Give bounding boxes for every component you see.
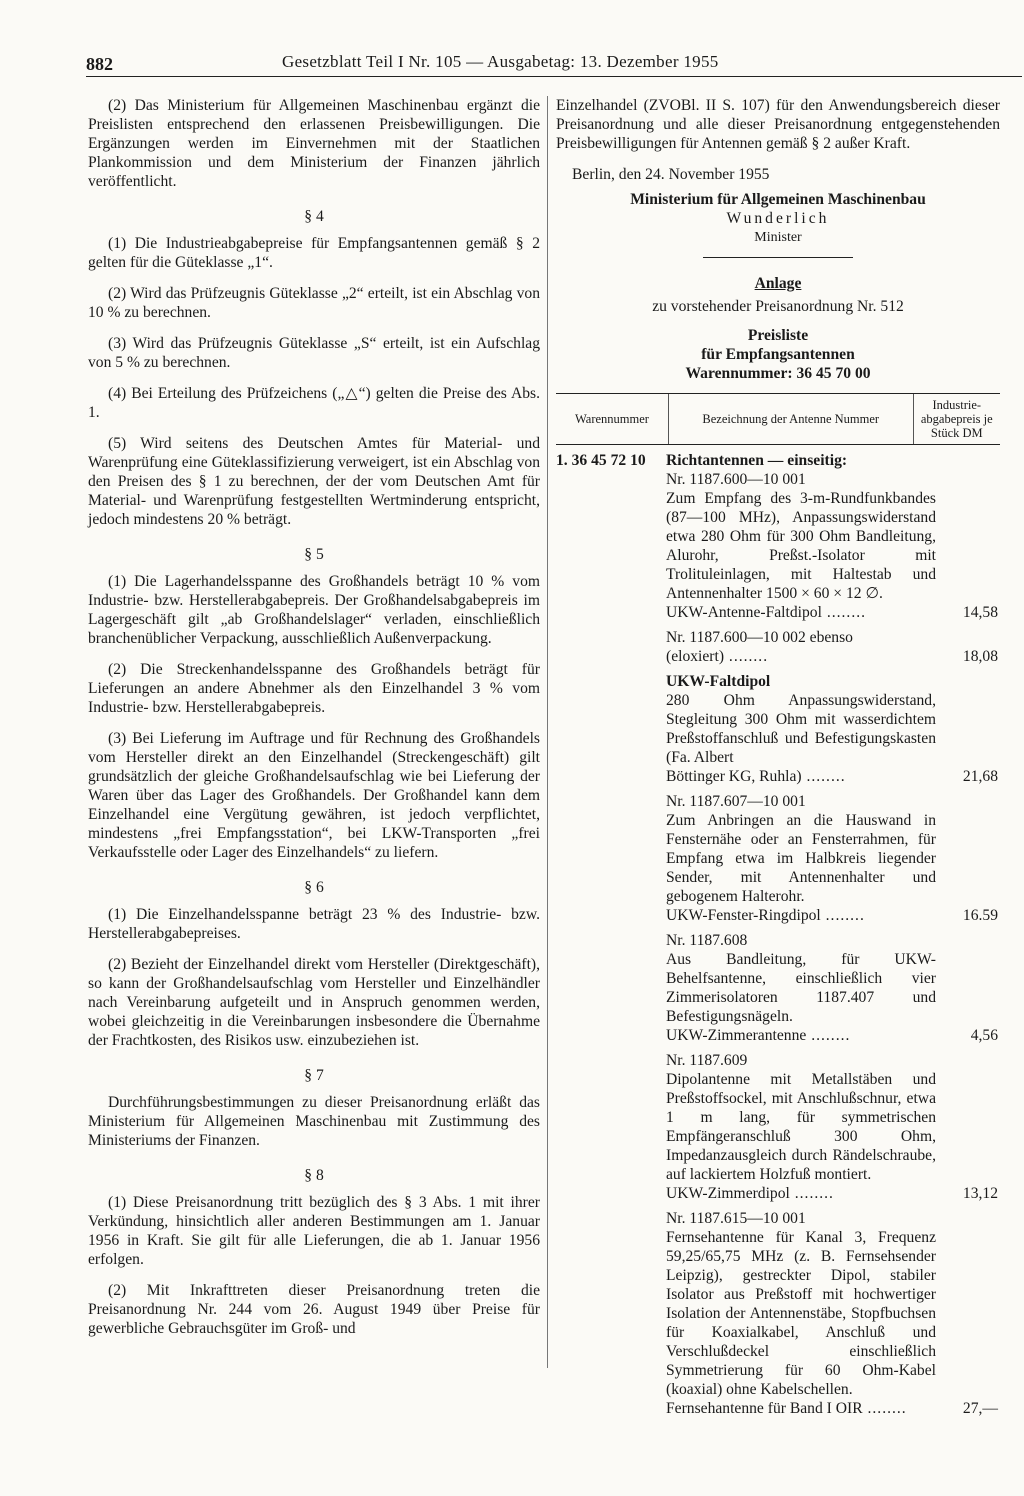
price-list-subtitle: für Empfangsantennen: [701, 346, 855, 363]
item-description: 280 Ohm Anpassungswiderstand, Stegleitung 300 Ohm mit wasserdichtem Preßstoffanschluß und Befestigungskasten (Fa. Albert: [666, 692, 936, 766]
list-item: [556, 1051, 1000, 1203]
paragraph: Einzelhandel (ZVOBl. II S. 107) für den Anwendungsbereich dieser Preisanordnung und alle dieser Preisanordnung entgegenstehenden Preisbewilligungen für Antennen gemäß § 2 außer Kraft.: [556, 97, 1000, 152]
product-name: UKW-Fenster-Ringdipol: [666, 907, 821, 924]
item-number: 1. 36 45 72 10: [556, 452, 646, 469]
paragraph: (4) Bei Erteilung des Prüfzeichens („△“) gelten die Preise des Abs. 1.: [88, 385, 540, 421]
paragraph: (1) Die Lagerhandelsspanne des Großhandels beträgt 10 % vom Industrie- bzw. Herstellerabgabepreis. Der Großhandelsabgabepreis im Lagergeschäft gilt „ab Großhandelslager“ verladen, einschließlich branchenüblicher Verpackung, ausschließlich Außenverpackung.: [88, 573, 540, 647]
column-header: Bezeichnung der Antenne Nummer: [669, 394, 914, 444]
product-name: Böttinger KG, Ruhla): [666, 768, 802, 785]
list-item: [556, 1209, 1000, 1418]
list-item: [556, 628, 1000, 666]
item-body: [666, 1209, 998, 1418]
unit-price: 4,56: [970, 1027, 998, 1044]
column-header: Industrie-abgabepreis je Stück DM: [920, 398, 993, 440]
annex-subtitle: zu vorstehender Preisanordnung Nr. 512: [652, 298, 904, 315]
price-list-code: Warennummer: 36 45 70 00: [685, 365, 871, 382]
page-header: [86, 52, 1022, 78]
signature-rule: [703, 257, 853, 258]
section-heading: § 4: [304, 208, 324, 225]
item-description: Dipolantenne mit Metallstäben und Preßstoffsockel, mit Anschlußschnur, etwa 1 m lang, für symmetrischen Empfängeranschluß 300 Ohm, Impedanzausgleich durch Rändelschraube, auf lackiertem Holzfuß montiert.: [666, 1071, 936, 1183]
price-list-items: [556, 451, 1000, 1418]
unit-price: 14,58: [962, 604, 998, 621]
item-description: Nr. 1187.607—10 001: [666, 793, 806, 810]
unit-price: 13,12: [962, 1185, 998, 1202]
paragraph: (3) Bei Lieferung im Auftrage und für Rechnung des Großhandels vom Hersteller direkt an den Einzelhandel (Streckengeschäft) gilt grundsätzlich der gleiche Großhandelsaufschlag wie bei Lieferung der Waren über das Lager des Großhandels. Der Großhandel kann dem Einzelhandel eine Vergütung gewähren, ist jedoch verpflichtet, mindestens „frei Empfangsstation“, bei LKW-Transporten „frei Verkaufsstelle oder Lager des Einzelhandels“ zu liefern.: [88, 730, 540, 861]
unit-price: 16.59: [962, 907, 998, 924]
list-item: [556, 451, 1000, 622]
paragraph: (1) Diese Preisanordnung tritt bezüglich des § 3 Abs. 1 mit ihrer Verkündung, hinsichtlich aller anderen Bestimmungen am 1. Januar 1956 in Kraft. Sie gilt für alle Lieferungen, die ab 1. Januar 1956 erfolgen.: [88, 1194, 540, 1268]
priced-line: [666, 647, 998, 666]
item-body: [666, 931, 998, 1045]
item-heading: UKW-Faltdipol: [666, 673, 771, 690]
leader-dots: ........: [821, 604, 867, 621]
left-column: [88, 96, 540, 1350]
product-name: Fernsehantenne für Band I OIR: [666, 1400, 863, 1417]
item-body: [666, 792, 998, 925]
table-header: [556, 393, 1000, 445]
leader-dots: ........: [820, 907, 865, 924]
product-name: (eloxiert): [666, 648, 725, 665]
section-heading: § 5: [304, 546, 324, 563]
price-list-title: Preisliste: [747, 327, 809, 344]
unit-price: 27,—: [962, 1400, 998, 1417]
column-header: Warennummer: [556, 394, 669, 444]
leader-dots: ........: [862, 1400, 907, 1417]
priced-line: [666, 1184, 998, 1203]
paragraph: (2) Die Streckenhandelsspanne des Großhandels beträgt für Lieferungen an andere Abnehmer als den Einzelhandel 3 % vom Industrie- bzw. Herstellerabgabepreis.: [88, 661, 540, 716]
product-name: UKW-Zimmerdipol: [666, 1185, 790, 1202]
section-heading: § 7: [304, 1067, 324, 1084]
header-title: Gesetzblatt Teil I Nr. 105 — Ausgabetag: 13. Dezember 1955: [282, 52, 719, 71]
leader-dots: ........: [789, 1185, 834, 1202]
priced-line: [666, 906, 998, 925]
column-divider: [547, 96, 548, 1368]
section-heading: § 6: [304, 879, 324, 896]
priced-line: [666, 603, 998, 622]
item-body: [666, 628, 998, 666]
list-item: [556, 931, 1000, 1045]
list-item: [556, 672, 1000, 786]
item-description: Fernsehantenne für Kanal 3, Frequenz 59,25/65,75 MHz (z. B. Fernsehsender Leipzig), gestreckter Dipol, stabiler Isolator aus Preßstoff mit hochwertiger Isolation der Antennenstäbe, Stopfbuchsen für Koaxialkabel, Anschluß und Verschlußdeckel einschließlich Symmetrierung für 60 Ohm-Kabel (koaxial) ohne Kabelschellen.: [666, 1229, 936, 1398]
place-date: Berlin, den 24. November 1955: [572, 166, 770, 183]
priced-line: [666, 767, 998, 786]
product-name: UKW-Zimmerantenne: [666, 1027, 807, 1044]
paragraph: (2) Bezieht der Einzelhandel direkt vom Hersteller (Direktgeschäft), so kann der Großhandelsaufschlag vom Hersteller und Einzelhändler nach Vereinbarung aufgeteilt und in Anspruch genommen werden, wobei gleichzeitig in die Vereinbarungen insbesondere die Übernahme der Frachtkosten, des Risikos usw. einzubeziehen ist.: [88, 956, 540, 1049]
priced-line: [666, 1026, 998, 1045]
leader-dots: ........: [806, 1027, 851, 1044]
item-description: Nr. 1187.600—10 001: [666, 471, 806, 488]
list-item: [556, 792, 1000, 925]
paragraph: (2) Wird das Prüfzeugnis Güteklasse „2“ erteilt, ist ein Abschlag von 10 % zu berechnen.: [88, 285, 540, 321]
annex-title: Anlage: [754, 275, 802, 292]
paragraph: (1) Die Einzelhandelsspanne beträgt 23 % des Industrie- bzw. Herstellerabgabepreises.: [88, 906, 540, 942]
item-body: [666, 1051, 998, 1203]
page-number: 882: [86, 54, 113, 74]
paragraph: (5) Wird seitens des Deutschen Amtes für Material- und Warenprüfung eine Güteklassifizierung verweigert, ist ein Abschlag von den Preisen des § 1 zu berechnen, der der vom Deutschen Amt für Material- und Warenprüfung festgestellten Wertminderung entspricht, jedoch mindestens 20 % beträgt.: [88, 435, 540, 528]
ministry-name: Ministerium für Allgemeinen Maschinenbau: [630, 191, 926, 208]
item-description: Nr. 1187.600—10 002 ebenso: [666, 629, 853, 646]
signer-name: Wunderlich: [726, 210, 830, 227]
item-description: Nr. 1187.615—10 001: [666, 1210, 806, 1227]
paragraph: (2) Das Ministerium für Allgemeinen Maschinenbau ergänzt die Preislisten entsprechend den erlassenen Preisbewilligungen. Die Ergänzungen werden im Einvernehmen mit der Staatlichen Plankommission und dem Ministerium der Finanzen jährlich veröffentlicht.: [88, 97, 540, 190]
item-description: Zum Anbringen an die Hauswand in Fensternähe oder an Fensterrahmen, für Empfang etwa im Halbkreis liegender Sender, mit Antennenhalter und gebogenem Halterohr.: [666, 812, 936, 905]
item-description: Zum Empfang des 3-m-Rundfunkbandes (87—100 MHz), Anpassungswiderstand etwa 280 Ohm für 300 Ohm Bandleitung, Alurohr, Preßst.-Isolator mit Trolituleinlagen, mit Haltestab und Antennenhalter 1500 × 60 × 12 ∅.: [666, 490, 936, 602]
item-body: [666, 451, 998, 622]
paragraph: Durchführungsbestimmungen zu dieser Preisanordnung erläßt das Ministerium für Allgemeinen Maschinenbau mit Zustimmung des Ministeriums der Finanzen.: [88, 1094, 540, 1149]
item-body: [666, 672, 998, 786]
paragraph: (2) Mit Inkrafttreten dieser Preisanordnung treten die Preisanordnung Nr. 244 vom 26. August 1949 über Preise für gewerbliche Gebrauchsgüter im Groß- und: [88, 1282, 540, 1337]
item-description: Nr. 1187.608: [666, 932, 748, 949]
right-column: [556, 96, 1000, 1418]
leader-dots: ........: [724, 648, 769, 665]
priced-line: [666, 1399, 998, 1418]
section-heading: § 8: [304, 1167, 324, 1184]
header-rule: [86, 76, 1022, 77]
signer-title: Minister: [754, 230, 802, 245]
paragraph: (1) Die Industrieabgabepreise für Empfangsantennen gemäß § 2 gelten für die Güteklasse „1“.: [88, 235, 540, 271]
product-name: UKW-Antenne-Faltdipol: [666, 604, 822, 621]
item-description: Nr. 1187.609: [666, 1052, 748, 1069]
item-heading: Richtantennen — einseitig:: [666, 452, 848, 469]
item-description: Aus Bandleitung, für UKW-Behelfsantenne, einschließlich vier Zimmerisolatoren 1187.407 und Befestigungsnägeln.: [666, 951, 936, 1025]
paragraph: (3) Wird das Prüfzeugnis Güteklasse „S“ erteilt, ist ein Aufschlag von 5 % zu berechnen.: [88, 335, 540, 371]
leader-dots: ........: [801, 768, 846, 785]
unit-price: 18,08: [962, 648, 998, 665]
unit-price: 21,68: [962, 768, 998, 785]
